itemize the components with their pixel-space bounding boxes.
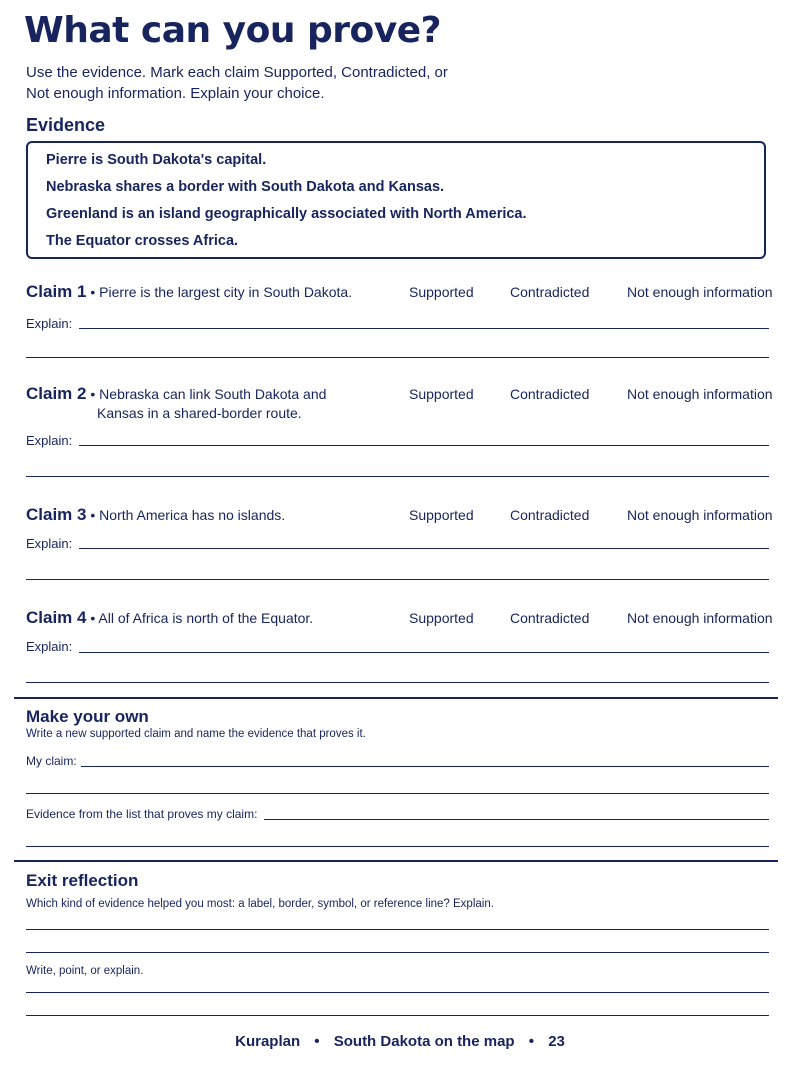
evidence-heading: Evidence	[26, 115, 106, 135]
claim-3-explain-line[interactable]	[79, 548, 769, 549]
explain-label: Explain:	[26, 639, 73, 654]
claim-2-option-contradicted[interactable]: Contradicted	[510, 386, 590, 402]
claim-4-option-contradicted[interactable]: Contradicted	[510, 610, 590, 626]
claim-4-option-supported[interactable]: Supported	[409, 610, 474, 626]
section-divider	[14, 860, 778, 862]
claim-1-option-not-enough[interactable]: Not enough information	[627, 284, 773, 300]
exit-heading: Exit reflection	[26, 871, 139, 890]
my-claim-line-2[interactable]	[26, 793, 769, 794]
claim-label: Claim 2	[26, 384, 87, 403]
claim-text: North America has no islands.	[99, 507, 286, 523]
claim-1-option-contradicted[interactable]: Contradicted	[510, 284, 590, 300]
claim-3-option-contradicted[interactable]: Contradicted	[510, 507, 590, 523]
claim-label: Claim 3	[26, 505, 87, 524]
footer-unit: South Dakota on the map	[333, 1033, 515, 1050]
section-divider	[14, 697, 778, 699]
exit-line[interactable]	[26, 1015, 769, 1016]
claim-4: Claim 4 • All of Africa is north of the Equator.	[26, 608, 314, 627]
claim-1-explain-line-2[interactable]	[26, 357, 769, 358]
my-claim-line[interactable]	[81, 766, 769, 767]
instructions-line-2: Not enough information. Explain your choice.	[26, 85, 325, 102]
explain-label: Explain:	[26, 536, 73, 551]
exit-prompt: Which kind of evidence helped you most: a label, border, symbol, or reference line? Explain.	[26, 898, 494, 910]
claim-4-option-not-enough[interactable]: Not enough information	[627, 610, 773, 626]
evidence-proof-line-2[interactable]	[26, 846, 769, 847]
claim-4-explain-line-2[interactable]	[26, 682, 769, 683]
page-title: What can you prove?	[24, 10, 442, 51]
my-claim-label: My claim:	[26, 754, 77, 768]
evidence-proof-label: Evidence from the list that proves my claim:	[26, 807, 258, 821]
explain-label: Explain:	[26, 433, 73, 448]
exit-prompt-2: Write, point, or explain.	[26, 965, 144, 977]
claim-text: Nebraska can link South Dakota and	[99, 386, 327, 402]
evidence-item: The Equator crosses Africa.	[46, 233, 239, 249]
make-own-heading: Make your own	[26, 707, 149, 726]
footer-brand: Kuraplan	[235, 1033, 301, 1050]
claim-text-continued: Kansas in a shared-border route.	[97, 405, 302, 421]
claim-3-option-supported[interactable]: Supported	[409, 507, 474, 523]
claim-1-explain-line[interactable]	[79, 328, 769, 329]
claim-text: All of Africa is north of the Equator.	[98, 610, 314, 626]
claim-2-explain-line[interactable]	[79, 445, 769, 446]
claim-1: Claim 1 • Pierre is the largest city in South Dakota.	[26, 282, 353, 301]
exit-line[interactable]	[26, 952, 769, 953]
claim-3: Claim 3 • North America has no islands.	[26, 505, 286, 524]
claim-2-explain-line-2[interactable]	[26, 476, 769, 477]
evidence-item: Pierre is South Dakota's capital.	[46, 152, 267, 168]
claim-2-option-supported[interactable]: Supported	[409, 386, 474, 402]
claim-2-option-not-enough[interactable]: Not enough information	[627, 386, 773, 402]
evidence-proof-line[interactable]	[264, 819, 769, 820]
exit-line[interactable]	[26, 992, 769, 993]
exit-line[interactable]	[26, 929, 769, 930]
claim-text: Pierre is the largest city in South Dakota.	[99, 284, 353, 300]
make-own-instruction: Write a new supported claim and name the evidence that proves it.	[26, 728, 366, 740]
claim-1-option-supported[interactable]: Supported	[409, 284, 474, 300]
claim-3-explain-line-2[interactable]	[26, 579, 769, 580]
explain-label: Explain:	[26, 316, 73, 331]
claim-label: Claim 1	[26, 282, 87, 301]
instructions-line-1: Use the evidence. Mark each claim Supported, Contradicted, or	[26, 64, 448, 81]
claim-2: Claim 2 • Nebraska can link South Dakota and	[26, 384, 327, 403]
evidence-item: Nebraska shares a border with South Dakota and Kansas.	[46, 179, 445, 195]
evidence-box	[26, 141, 766, 259]
page-number: 23	[548, 1033, 565, 1050]
claim-4-explain-line[interactable]	[79, 652, 769, 653]
claim-label: Claim 4	[26, 608, 87, 627]
page-footer: Kuraplan • South Dakota on the map • 23	[235, 1033, 565, 1050]
claim-3-option-not-enough[interactable]: Not enough information	[627, 507, 773, 523]
evidence-item: Greenland is an island geographically associated with North America.	[46, 206, 527, 222]
